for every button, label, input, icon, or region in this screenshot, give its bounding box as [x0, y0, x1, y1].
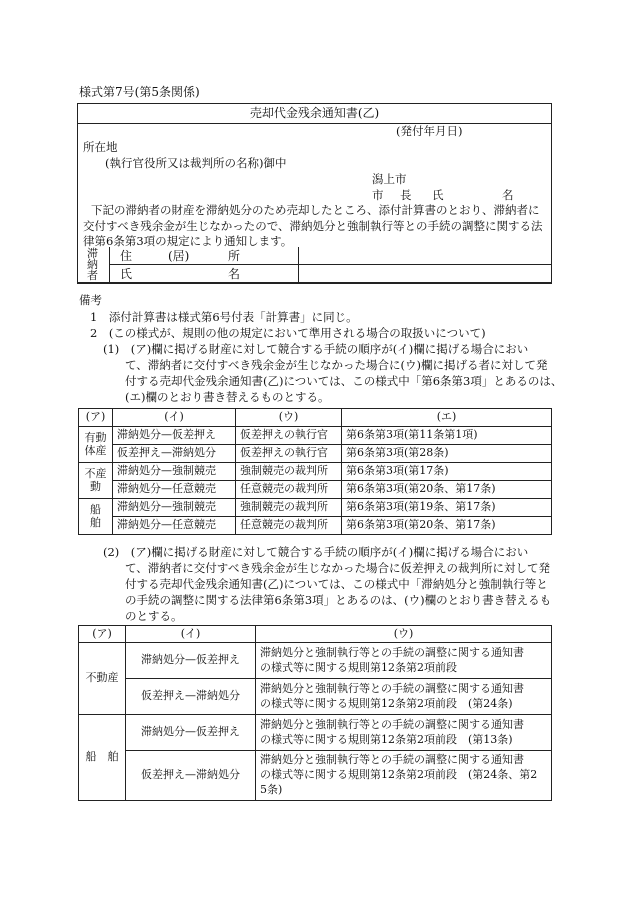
mayor-char-1: 市 — [372, 188, 384, 202]
table-row: 仮差押え—滞納処分 滞納処分と強制執行等との手続の調整に関する通知書 の様式等に関する規則第12条第2項前段 (第24条) — [79, 679, 552, 715]
note-2-2-line-3: 付する売却代金残余通知書(乙)については、この様式中「滞納処分と強制執行等と — [125, 577, 548, 591]
header-i: (イ) — [126, 626, 256, 643]
name-label-2: 名 — [228, 267, 241, 281]
table-header-row — [79, 626, 552, 643]
location-label: 所在地 — [83, 140, 118, 154]
mayor-char-4: 名 — [502, 188, 514, 202]
table-header-row — [79, 409, 552, 427]
group-label: 不動産 — [79, 643, 126, 715]
replacement-table-2 — [78, 625, 552, 801]
header-u: (ウ) — [236, 409, 342, 427]
header-a: (ア) — [79, 626, 126, 643]
note-2-2-line-4: の手続の調整に関する法律第6条第3項」とあるのは、(ウ)欄のとおり書き替えるも — [125, 593, 552, 607]
note-2-1-line-2: て、滞納者に交付すべき残余金が生じなかった場合に(ウ)欄に掲げる者に対して発 — [125, 358, 548, 372]
note-2-1-line-1: (1) (ア)欄に掲げる財産に対して競合する手続の順序が(イ)欄に掲げる場合におい — [103, 342, 529, 356]
replacement-table-1 — [78, 408, 552, 535]
note-2-2-line-2: て、滞納者に交付すべき残余金が生じなかった場合に仮差押えの裁判所に対して発 — [125, 561, 551, 575]
note-2-1-line-3: 付する売却代金残余通知書(乙)については、この様式中「第6条第3項」とあるのは、 — [125, 374, 563, 388]
taxpayer-box — [77, 247, 552, 284]
group-label: 有動 体産 — [79, 427, 113, 463]
header-u: (ウ) — [256, 626, 552, 643]
notice-title: 売却代金残余通知書(乙) — [78, 104, 551, 124]
table-row: 仮差押え—滞納処分 仮差押えの執行官 第6条第3項(第28条) — [79, 445, 552, 463]
table-row: 不産 動 滞納処分—強制競売 強制競売の裁判所 第6条第3項(第17条) — [79, 463, 552, 481]
table-row: 不動産 滞納処分—仮差押え 滞納処分と強制執行等との手続の調整に関する通知書 の様式等に関する規則第12条第2項前段 — [79, 643, 552, 679]
table-row: 船 舶 滞納処分—強制競売 強制競売の裁判所 第6条第3項(第19条、第17条) — [79, 499, 552, 517]
mayor-char-2: 長 — [400, 188, 412, 202]
form-number-label: 様式第7号(第5条関係) — [79, 85, 200, 99]
table-row: 有動 体産 滞納処分—仮差押え 仮差押えの執行官 第6条第3項(第11条第1項) — [79, 427, 552, 445]
addressee: (執行官役所又は裁判所の名称)御中 — [105, 156, 287, 170]
mayor-char-3: 氏 — [432, 188, 444, 202]
group-label: 船 舶 — [79, 715, 126, 801]
group-label: 不産 動 — [79, 463, 113, 499]
header-a: (ア) — [79, 409, 113, 427]
taxpayer-side-label: 滞 納 者 — [78, 247, 110, 283]
address-label-3: 所 — [228, 249, 241, 263]
notes-heading: 備考 — [79, 293, 102, 307]
notice-body-line-1: 下記の滞納者の財産を滞納処分のため売却したところ、添付計算書のとおり、滞納者に — [91, 203, 540, 217]
note-2: 2 (この様式が、規則の他の規定において準用される場合の取扱いについて) — [90, 326, 486, 340]
city-name: 潟上市 — [372, 172, 407, 186]
notice-body-line-3: 律第6条第3項の規定により通知します。 — [83, 234, 293, 248]
table-row: 船 舶 滞納処分—仮差押え 滞納処分と強制執行等との手続の調整に関する通知書 の様式等に関する規則第12条第2項前段 (第13条) — [79, 715, 552, 751]
note-2-1-line-4: (エ)欄のとおり書き替えるものとする。 — [125, 390, 330, 404]
address-label-1: 住 — [120, 249, 133, 263]
header-e: (エ) — [342, 409, 552, 427]
header-i: (イ) — [113, 409, 236, 427]
table-row: 滞納処分—任意競売 任意競売の裁判所 第6条第3項(第20条、第17条) — [79, 481, 552, 499]
group-label: 船 舶 — [79, 499, 113, 535]
table-row: 滞納処分—任意競売 任意競売の裁判所 第6条第3項(第20条、第17条) — [79, 517, 552, 535]
notice-body-line-2: 交付すべき残余金が生じなかったので、滞納処分と強制執行等との手続の調整に関する法 — [83, 219, 543, 233]
address-label-2: (居) — [168, 249, 190, 263]
table-row: 仮差押え—滞納処分 滞納処分と強制執行等との手続の調整に関する通知書 の様式等に関する規則第12条第2項前段 (第24条、第2 5条) — [79, 751, 552, 801]
name-label-1: 氏 — [120, 267, 133, 281]
issue-date: (発付年月日) — [396, 124, 463, 138]
note-2-2-line-5: のとする。 — [125, 609, 183, 623]
note-2-2-line-1: (2) (ア)欄に掲げる財産に対して競合する手続の順序が(イ)欄に掲げる場合におい — [103, 545, 529, 559]
note-1: 1 添付計算書は様式第6号付表「計算書」に同じ。 — [90, 310, 358, 324]
